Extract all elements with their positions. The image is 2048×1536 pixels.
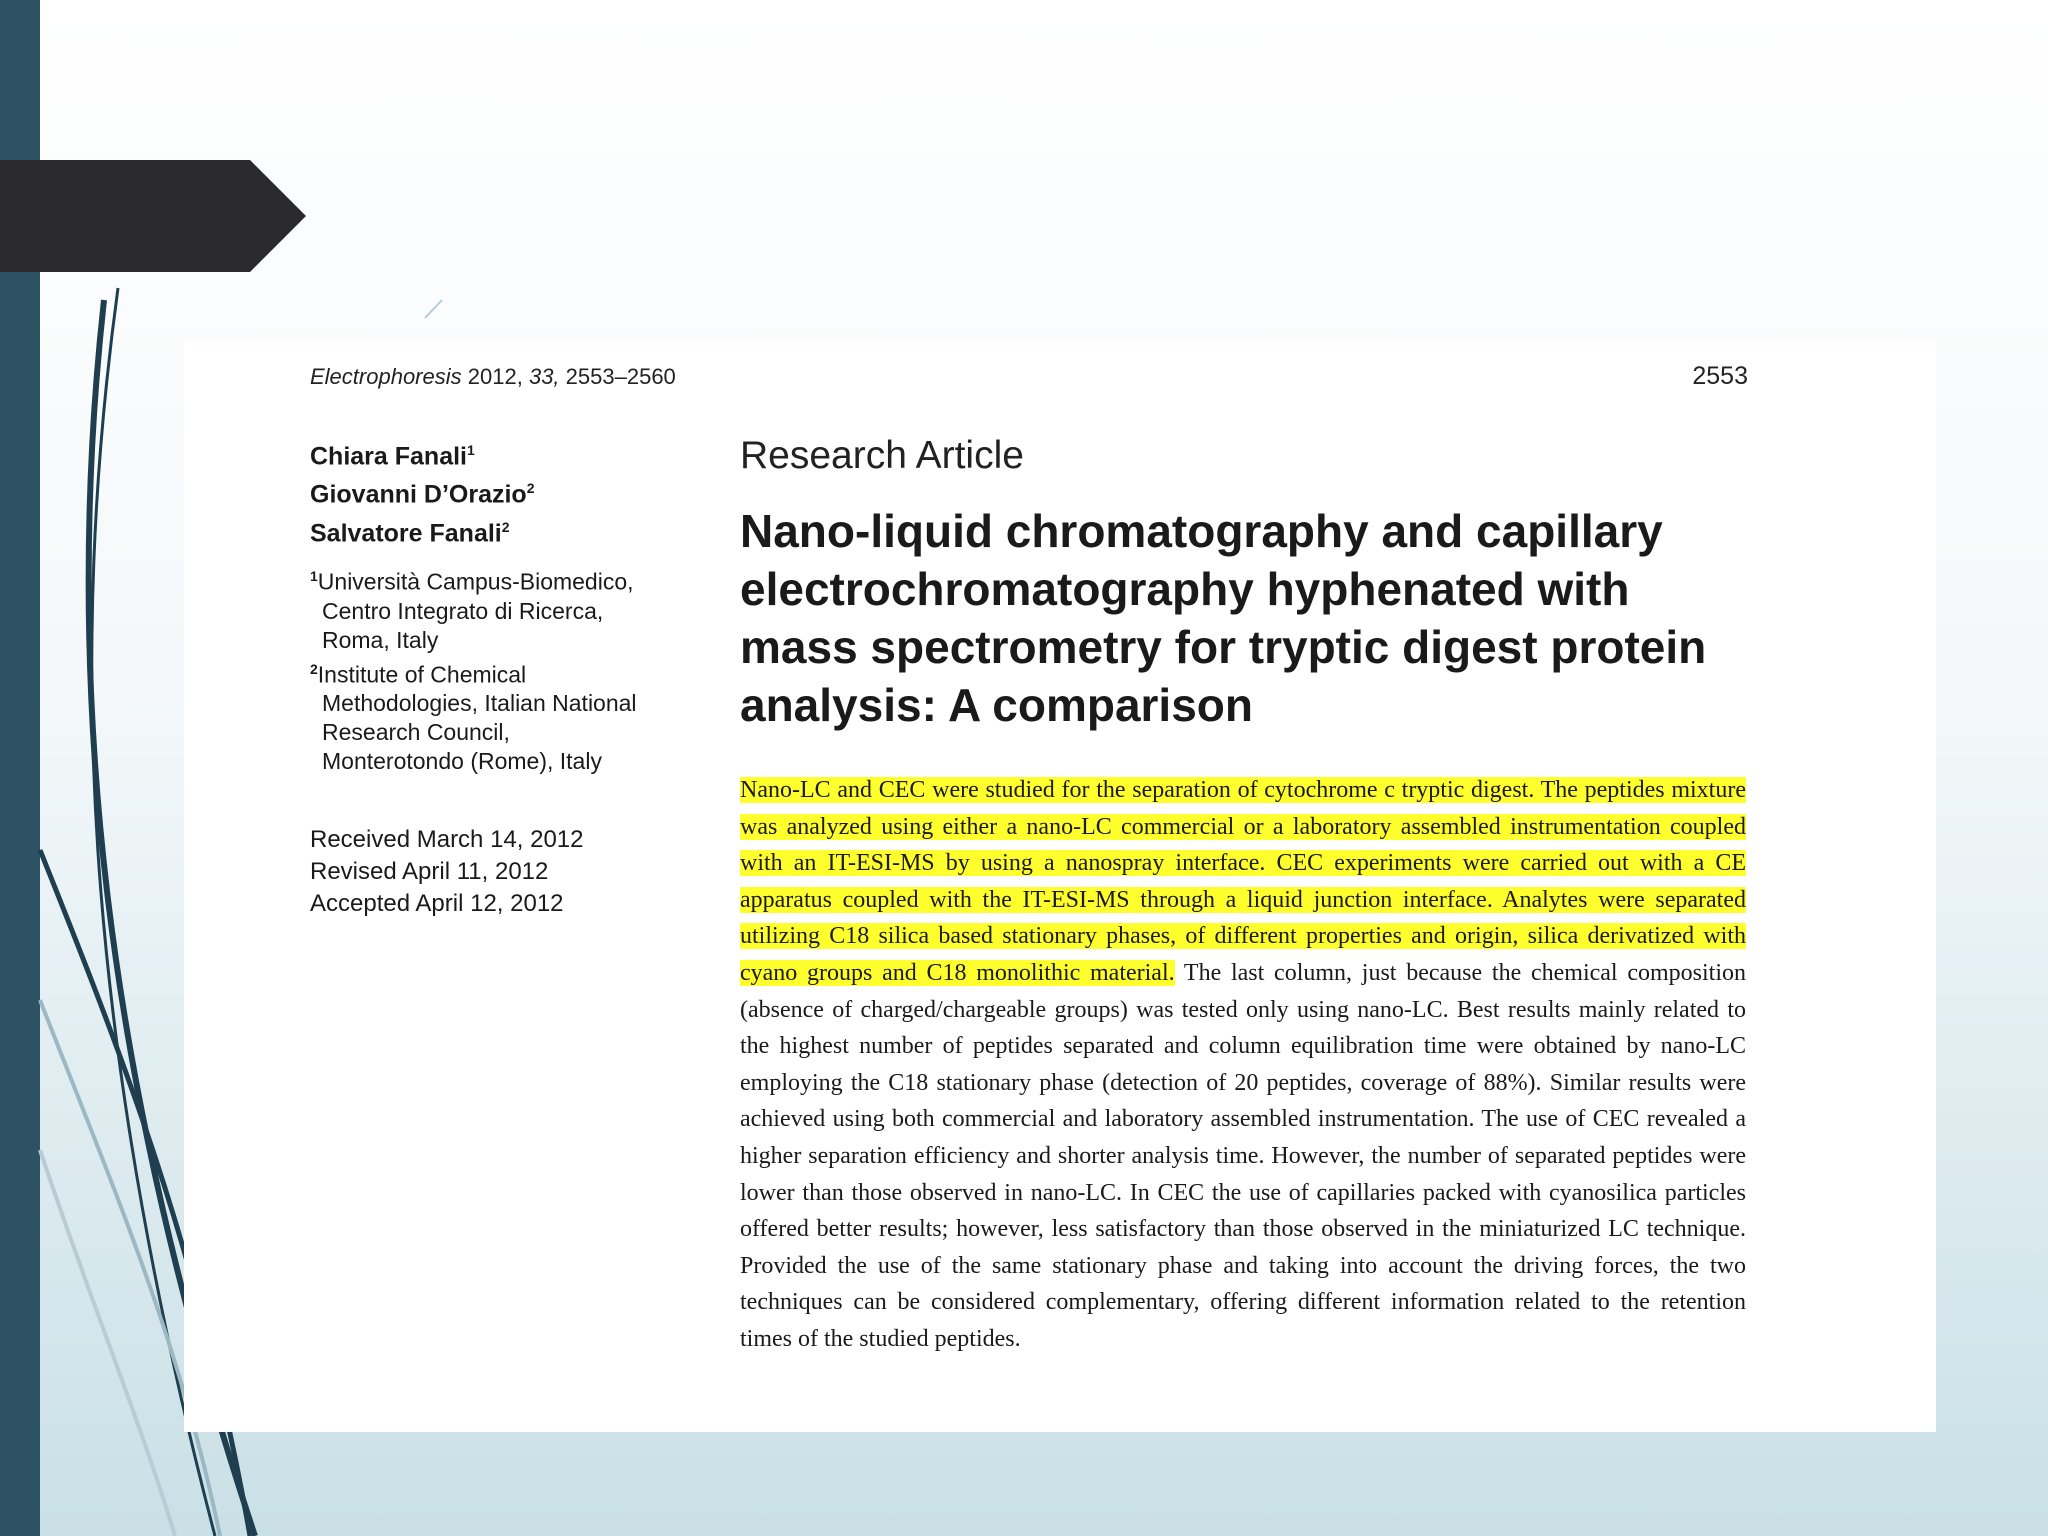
affiliations bbox=[310, 562, 730, 776]
journal-pages: 2553–2560 bbox=[565, 364, 676, 389]
article-title: Nano-liquid chromatography and capillary electrochromatography hyphenated with mass spectrometry for tryptic digest protein analysis: A comparison bbox=[740, 505, 1707, 731]
affiliation-line: $^1$Università Campus-Biomedico, bbox=[310, 568, 634, 595]
slide-title-tab bbox=[0, 160, 306, 272]
paper-excerpt bbox=[184, 340, 1936, 1432]
journal-name: Electrophoresis bbox=[310, 364, 462, 389]
affiliation-line: $^2$Institute of Chemical bbox=[310, 660, 527, 688]
author-item: Salvatore Fanali$^2$ bbox=[310, 518, 510, 547]
date-received: Received March 14, 2012 bbox=[310, 826, 584, 853]
author-list bbox=[310, 434, 535, 549]
date-revised: Revised April 11, 2012 bbox=[310, 858, 549, 885]
article-type: Research Article bbox=[740, 434, 1024, 477]
author-item: Chiara Fanali$^1$ bbox=[310, 442, 475, 471]
affiliation-line: Research Council, bbox=[322, 719, 510, 746]
affiliation-line: Monterotondo (Rome), Italy bbox=[322, 748, 602, 775]
author-item: Giovanni D’Orazio$^2$ bbox=[310, 480, 535, 509]
abstract-text: The last column, just because the chemical composition (absence of charged/chargeable groups) was tested only using nano-LC. Best results mainly related to the highest number of peptides separated and column equilibration time were obtained by nano-LC employing the C18 stationary phase (detection of 20 peptides, coverage of 88%). Similar results were achieved using both commercial and laboratory assembled instrumentation. The use of CEC revealed a higher separation efficiency and shorter analysis time. However, the number of separated peptides were lower than those observed in nano-LC. In CEC the use of capillaries packed with cyanosilica particles offered better results; however, less satisfactory than those observed in the miniaturized LC technique. Provided the use of the same stationary phase and taking into account the driving forces, the two techniques can be considered complementary, offering different information related to the retention times of the studied peptides. bbox=[740, 959, 1746, 1352]
page-number: 2553 bbox=[1692, 362, 1748, 390]
journal-citation bbox=[310, 364, 676, 390]
affiliation-line: Centro Integrato di Ricerca, bbox=[322, 597, 604, 624]
affiliation-line: Roma, Italy bbox=[322, 626, 439, 653]
affiliation-line: Methodologies, Italian National bbox=[322, 690, 637, 717]
citation-year: 2012, bbox=[467, 364, 523, 389]
highlighted-text: Nano-LC and CEC were studied for the separation of cytochrome c tryptic digest. The peptides mixture was analyzed using either a nano-LC commercial or a laboratory assembled instrumentation coupled with an IT-ESI-MS by using a nanospray interface. CEC experiments were carried out with a CE apparatus coupled with the IT-ESI-MS through a liquid junction interface. Analytes were separated utilizing C18 silica based stationary phases, of different properties and origin, silica derivatized with cyano groups and C18 monolithic material. bbox=[740, 777, 1746, 986]
journal-volume: 33, bbox=[528, 364, 560, 389]
date-accepted: Accepted April 12, 2012 bbox=[310, 890, 564, 917]
publication-dates bbox=[310, 824, 584, 920]
abstract bbox=[740, 772, 1746, 1358]
